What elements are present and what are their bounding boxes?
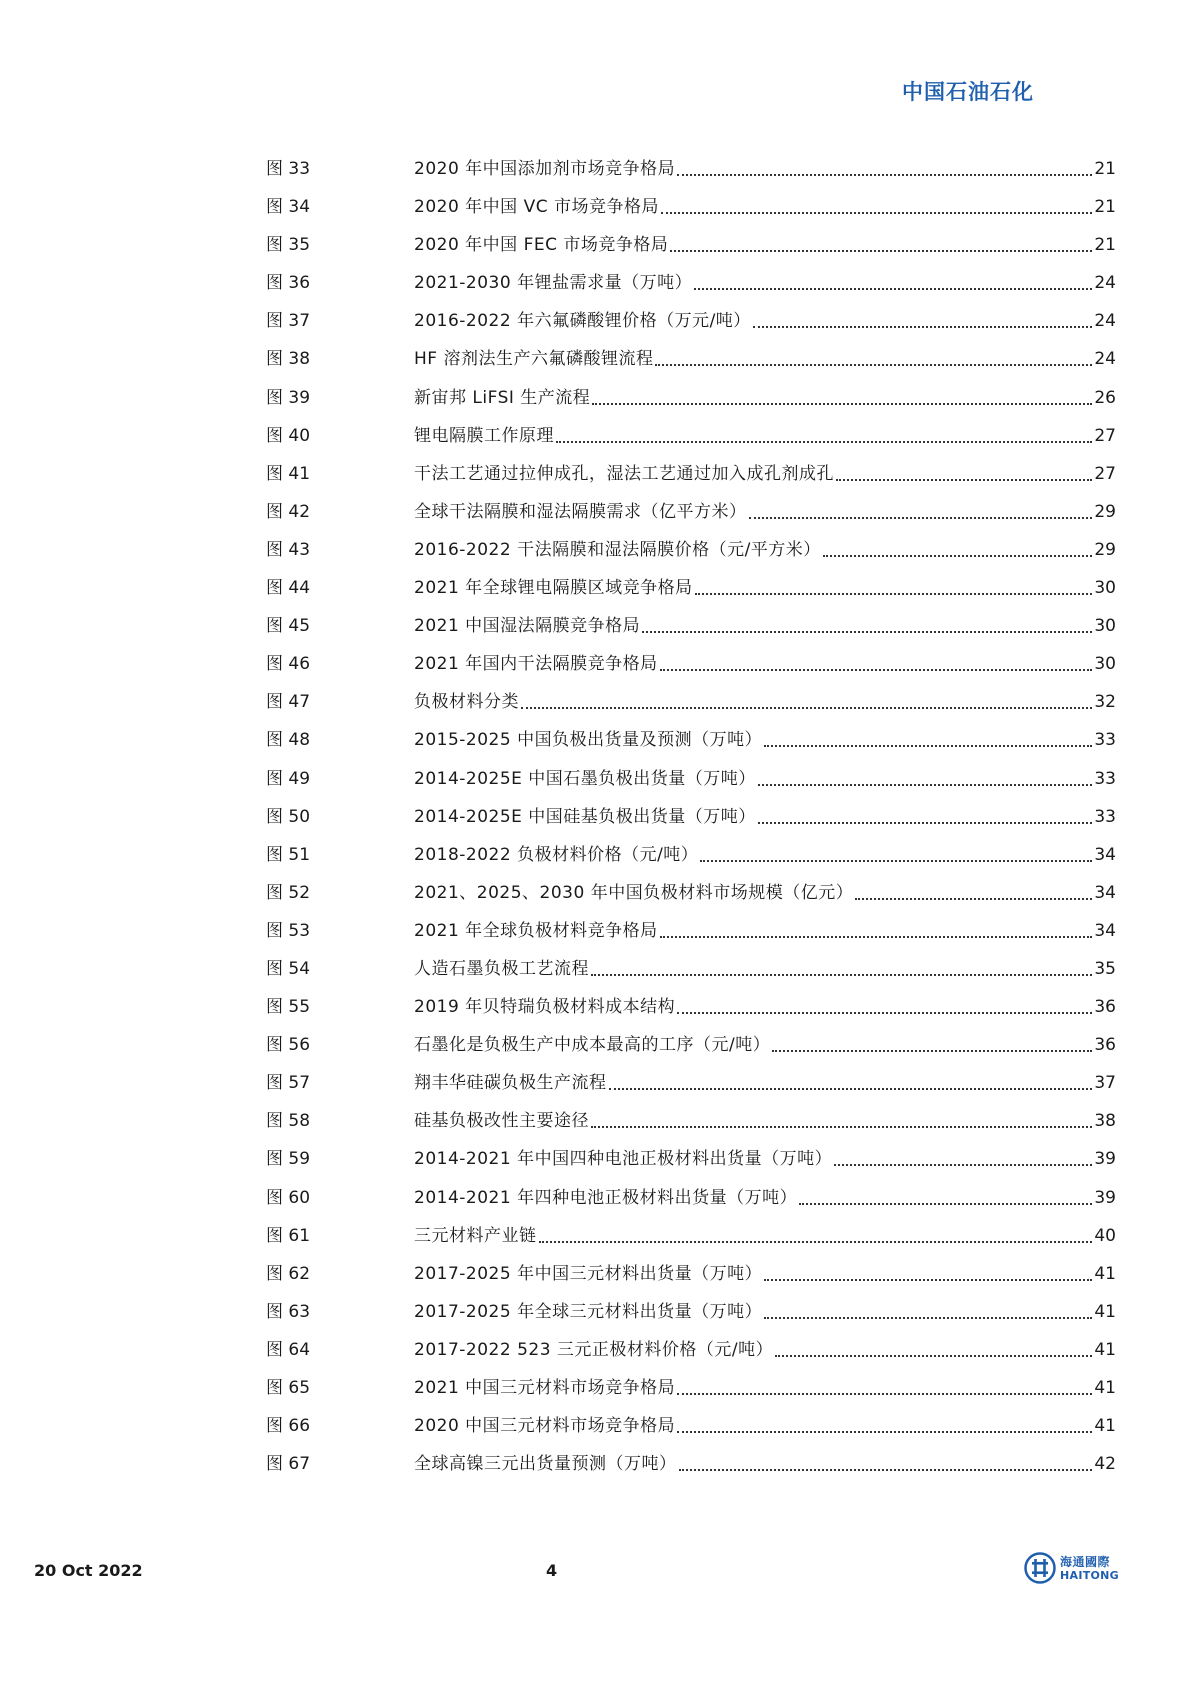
- toc-entry[interactable]: [266, 729, 1116, 767]
- toc-figure-title[interactable]: 2021 年全球锂电隔膜区域竞争格局: [414, 578, 693, 599]
- toc-entry[interactable]: [266, 463, 1116, 501]
- toc-page-number[interactable]: 41: [1094, 1416, 1116, 1437]
- toc-dot-leader: [642, 615, 1092, 637]
- toc-entry[interactable]: [266, 1415, 1116, 1453]
- toc-entry[interactable]: [266, 1377, 1116, 1415]
- toc-page-number[interactable]: 32: [1094, 692, 1116, 713]
- toc-dot-leader: [775, 1339, 1092, 1361]
- toc-figure-label: 图 42: [266, 501, 311, 522]
- toc-figure-title[interactable]: 2020 年中国 FEC 市场竞争格局: [414, 235, 669, 256]
- toc-page-number[interactable]: 42: [1094, 1454, 1116, 1475]
- toc-figure-label: 图 62: [266, 1263, 311, 1284]
- toc-entry[interactable]: [266, 882, 1116, 920]
- toc-dot-leader: [764, 729, 1092, 751]
- toc-entry[interactable]: [266, 539, 1116, 577]
- toc-figure-label: 图 56: [266, 1035, 311, 1056]
- toc-figure-label: 图 41: [266, 463, 311, 484]
- toc-page-number[interactable]: 29: [1094, 501, 1116, 522]
- toc-figure-title[interactable]: 2015-2025 中国负极出货量及预测（万吨）: [414, 730, 763, 751]
- toc-dot-leader: [670, 234, 1092, 256]
- toc-dot-leader: [677, 158, 1092, 180]
- toc-dot-leader: [836, 463, 1092, 485]
- toc-page-number[interactable]: 34: [1094, 882, 1116, 903]
- toc-dot-leader: [591, 1110, 1092, 1132]
- logo-chinese-name: 海通國際: [1060, 1554, 1111, 1569]
- toc-dot-leader: [764, 1301, 1092, 1323]
- toc-figure-label: 图 37: [266, 311, 311, 332]
- toc-entry[interactable]: [266, 1034, 1116, 1072]
- toc-entry[interactable]: [266, 1110, 1116, 1148]
- toc-entry[interactable]: [266, 158, 1116, 196]
- toc-dot-leader: [855, 882, 1092, 904]
- toc-figure-title[interactable]: 2020 年中国添加剂市场竞争格局: [414, 159, 676, 179]
- haitong-logo: [1024, 1552, 1119, 1584]
- toc-page-number[interactable]: 24: [1094, 311, 1116, 332]
- toc-figure-title[interactable]: 干法工艺通过拉伸成孔，湿法工艺通过加入成孔剂成孔: [414, 463, 834, 484]
- toc-page-number[interactable]: 29: [1094, 539, 1116, 560]
- toc-figure-label: 图 66: [266, 1416, 311, 1437]
- toc-figure-label: 图 34: [266, 197, 311, 218]
- toc-figure-label: 图 65: [266, 1378, 311, 1398]
- toc-entry[interactable]: [266, 310, 1116, 348]
- toc-page-number[interactable]: 38: [1094, 1111, 1116, 1132]
- toc-dot-leader: [660, 920, 1092, 942]
- toc-entry[interactable]: [266, 844, 1116, 882]
- toc-dot-leader: [764, 1263, 1092, 1285]
- toc-entry[interactable]: [266, 1453, 1116, 1491]
- toc-figure-label: 图 58: [266, 1111, 311, 1132]
- toc-page-number[interactable]: 21: [1094, 235, 1116, 256]
- page-number: 4: [546, 1561, 558, 1580]
- toc-figure-title[interactable]: 三元材料产业链: [414, 1225, 537, 1246]
- toc-figure-title[interactable]: 新宙邦 LiFSI 生产流程: [414, 387, 591, 408]
- toc-figure-title[interactable]: 2021 年国内干法隔膜竞争格局: [414, 654, 658, 675]
- toc-dot-leader: [539, 1225, 1093, 1247]
- toc-figure-title[interactable]: 2016-2022 干法隔膜和湿法隔膜价格（元/平方米）: [414, 539, 821, 560]
- toc-figure-title[interactable]: 2021、2025、2030 年中国负极材料市场规模（亿元）: [414, 882, 854, 903]
- toc-page-number[interactable]: 41: [1094, 1378, 1116, 1398]
- toc-figure-label: 图 54: [266, 958, 311, 979]
- toc-figure-title[interactable]: 硅基负极改性主要途径: [414, 1111, 589, 1132]
- toc-dot-leader: [661, 196, 1092, 218]
- toc-figure-label: 图 36: [266, 273, 311, 294]
- toc-entry[interactable]: [266, 272, 1116, 310]
- report-section-title: 中国石油石化: [902, 80, 1034, 104]
- toc-dot-leader: [753, 310, 1092, 332]
- toc-page-number[interactable]: 27: [1094, 463, 1116, 484]
- toc-page-number[interactable]: 30: [1094, 578, 1116, 599]
- toc-figure-title[interactable]: 2017-2025 年全球三元材料出货量（万吨）: [414, 1301, 763, 1322]
- toc-entry[interactable]: [266, 920, 1116, 958]
- toc-figure-title[interactable]: 全球高镍三元出货量预测（万吨）: [414, 1454, 677, 1475]
- toc-figure-title[interactable]: 2017-2022 523 三元正极材料价格（元/吨）: [414, 1339, 774, 1360]
- toc-dot-leader: [799, 1187, 1092, 1209]
- toc-entry[interactable]: [266, 348, 1116, 386]
- toc-entry[interactable]: [266, 1072, 1116, 1110]
- toc-page-number[interactable]: 33: [1094, 768, 1116, 789]
- toc-figure-label: 图 38: [266, 349, 311, 370]
- toc-figure-label: 图 51: [266, 844, 311, 865]
- toc-figure-label: 图 52: [266, 882, 311, 903]
- toc-figure-title[interactable]: 人造石墨负极工艺流程: [414, 958, 589, 979]
- toc-entry[interactable]: [266, 806, 1116, 844]
- toc-figure-title[interactable]: 2014-2025E 中国硅基负极出货量（万吨）: [414, 806, 756, 827]
- toc-entry[interactable]: [266, 615, 1116, 653]
- toc-dot-leader: [677, 996, 1092, 1018]
- toc-entry[interactable]: [266, 958, 1116, 996]
- toc-figure-title[interactable]: 2021-2030 年锂盐需求量（万吨）: [414, 273, 693, 294]
- toc-figure-title[interactable]: 全球干法隔膜和湿法隔膜需求（亿平方米）: [414, 501, 747, 522]
- toc-figure-label: 图 50: [266, 806, 311, 827]
- logo-english-name: HAITONG: [1060, 1568, 1120, 1582]
- toc-figure-title[interactable]: 石墨化是负极生产中成本最高的工序（元/吨）: [414, 1035, 771, 1056]
- toc-figure-title[interactable]: 2018-2022 负极材料价格（元/吨）: [414, 844, 699, 865]
- toc-entry[interactable]: [266, 1187, 1116, 1225]
- toc-page-number[interactable]: 39: [1094, 1187, 1116, 1208]
- toc-entry[interactable]: [266, 1225, 1116, 1263]
- toc-figure-title[interactable]: 2021 中国湿法隔膜竞争格局: [414, 616, 641, 637]
- toc-figure-title[interactable]: 2014-2025E 中国石墨负极出货量（万吨）: [414, 768, 756, 789]
- toc-dot-leader: [592, 387, 1092, 409]
- toc-entry[interactable]: [266, 425, 1116, 463]
- toc-dot-leader: [700, 844, 1092, 866]
- toc-figure-label: 图 43: [266, 539, 311, 560]
- toc-figure-label: 图 40: [266, 425, 311, 446]
- toc-figure-label: 图 61: [266, 1225, 311, 1246]
- toc-dot-leader: [655, 348, 1092, 370]
- toc-figure-label: 图 57: [266, 1073, 311, 1094]
- toc-figure-label: 图 53: [266, 920, 311, 941]
- toc-dot-leader: [834, 1148, 1092, 1170]
- toc-dot-leader: [591, 958, 1092, 980]
- toc-dot-leader: [677, 1377, 1092, 1399]
- toc-page-number[interactable]: 36: [1094, 997, 1116, 1018]
- toc-entry[interactable]: [266, 1301, 1116, 1339]
- toc-figure-label: 图 63: [266, 1301, 311, 1322]
- toc-page-number[interactable]: 21: [1094, 197, 1116, 218]
- toc-figure-label: 图 59: [266, 1149, 311, 1170]
- toc-figure-title[interactable]: 2016-2022 年六氟磷酸锂价格（万元/吨）: [414, 311, 751, 332]
- toc-figure-title[interactable]: 翔丰华硅碳负极生产流程: [414, 1073, 607, 1094]
- toc-figure-title[interactable]: 2014-2021 年中国四种电池正极材料出货量（万吨）: [414, 1149, 833, 1170]
- toc-entry[interactable]: [266, 501, 1116, 539]
- toc-entry[interactable]: [266, 1148, 1116, 1186]
- toc-page-number[interactable]: 35: [1094, 958, 1116, 979]
- toc-figure-label: 图 33: [266, 159, 311, 179]
- toc-dot-leader: [694, 272, 1092, 294]
- toc-page-number[interactable]: 37: [1094, 1073, 1116, 1094]
- toc-dot-leader: [556, 425, 1092, 447]
- toc-figure-title[interactable]: 2020 年中国 VC 市场竞争格局: [414, 197, 659, 218]
- toc-entry[interactable]: [266, 387, 1116, 425]
- figure-index-list: [266, 158, 1116, 1491]
- toc-figure-title[interactable]: 2014-2021 年四种电池正极材料出货量（万吨）: [414, 1187, 798, 1208]
- toc-figure-label: 图 64: [266, 1339, 311, 1360]
- toc-figure-label: 图 49: [266, 768, 311, 789]
- toc-dot-leader: [772, 1034, 1092, 1056]
- toc-entry[interactable]: [266, 1339, 1116, 1377]
- toc-page-number[interactable]: 39: [1094, 1149, 1116, 1170]
- toc-page-number[interactable]: 41: [1094, 1263, 1116, 1284]
- toc-page-number[interactable]: 30: [1094, 654, 1116, 675]
- toc-page-number[interactable]: 40: [1094, 1225, 1116, 1246]
- toc-dot-leader: [660, 653, 1092, 675]
- toc-page-number[interactable]: 36: [1094, 1035, 1116, 1056]
- toc-figure-label: 图 55: [266, 997, 311, 1018]
- toc-figure-label: 图 35: [266, 235, 311, 256]
- toc-page-number[interactable]: 30: [1094, 616, 1116, 637]
- toc-figure-title[interactable]: 2021 年全球负极材料竞争格局: [414, 920, 658, 941]
- toc-figure-label: 图 60: [266, 1187, 311, 1208]
- toc-dot-leader: [677, 1415, 1092, 1437]
- toc-page-number[interactable]: 24: [1094, 273, 1116, 294]
- toc-dot-leader: [695, 577, 1092, 599]
- toc-figure-label: 图 44: [266, 578, 311, 599]
- toc-entry[interactable]: [266, 691, 1116, 729]
- toc-figure-title[interactable]: 2019 年贝特瑞负极材料成本结构: [414, 997, 676, 1018]
- toc-figure-title[interactable]: 锂电隔膜工作原理: [414, 425, 554, 446]
- toc-dot-leader: [679, 1453, 1093, 1475]
- logo-wordmark: [1060, 1556, 1119, 1581]
- toc-entry[interactable]: [266, 768, 1116, 806]
- toc-page-number[interactable]: 34: [1094, 844, 1116, 865]
- toc-page-number[interactable]: 41: [1094, 1301, 1116, 1322]
- toc-figure-label: 图 48: [266, 730, 311, 751]
- toc-dot-leader: [758, 768, 1092, 790]
- haitong-logo-icon: [1024, 1552, 1056, 1584]
- toc-entry[interactable]: [266, 577, 1116, 615]
- toc-figure-title[interactable]: 负极材料分类: [414, 692, 519, 713]
- toc-page-number[interactable]: 21: [1094, 159, 1116, 179]
- toc-figure-title[interactable]: 2020 中国三元材料市场竞争格局: [414, 1416, 676, 1437]
- toc-entry[interactable]: [266, 196, 1116, 234]
- toc-page-number[interactable]: 26: [1094, 387, 1116, 408]
- toc-dot-leader: [609, 1072, 1093, 1094]
- toc-entry[interactable]: [266, 1263, 1116, 1301]
- toc-figure-title[interactable]: 2017-2025 年中国三元材料出货量（万吨）: [414, 1263, 763, 1284]
- toc-entry[interactable]: [266, 234, 1116, 272]
- toc-page-number[interactable]: 34: [1094, 920, 1116, 941]
- toc-page-number[interactable]: 27: [1094, 425, 1116, 446]
- toc-entry[interactable]: [266, 996, 1116, 1034]
- toc-figure-title[interactable]: 2021 中国三元材料市场竞争格局: [414, 1378, 676, 1398]
- toc-page-number[interactable]: 33: [1094, 806, 1116, 827]
- toc-dot-leader: [749, 501, 1093, 523]
- toc-figure-title[interactable]: HF 溶剂法生产六氟磷酸锂流程: [414, 349, 654, 370]
- toc-figure-label: 图 67: [266, 1454, 311, 1475]
- toc-entry[interactable]: [266, 653, 1116, 691]
- toc-page-number[interactable]: 41: [1094, 1339, 1116, 1360]
- toc-figure-label: 图 46: [266, 654, 311, 675]
- toc-dot-leader: [823, 539, 1092, 561]
- report-date: 20 Oct 2022: [34, 1561, 143, 1580]
- toc-dot-leader: [521, 691, 1092, 713]
- toc-page-number[interactable]: 33: [1094, 730, 1116, 751]
- toc-figure-label: 图 47: [266, 692, 311, 713]
- toc-figure-label: 图 39: [266, 387, 311, 408]
- toc-figure-label: 图 45: [266, 616, 311, 637]
- toc-dot-leader: [758, 806, 1092, 828]
- toc-page-number[interactable]: 24: [1094, 349, 1116, 370]
